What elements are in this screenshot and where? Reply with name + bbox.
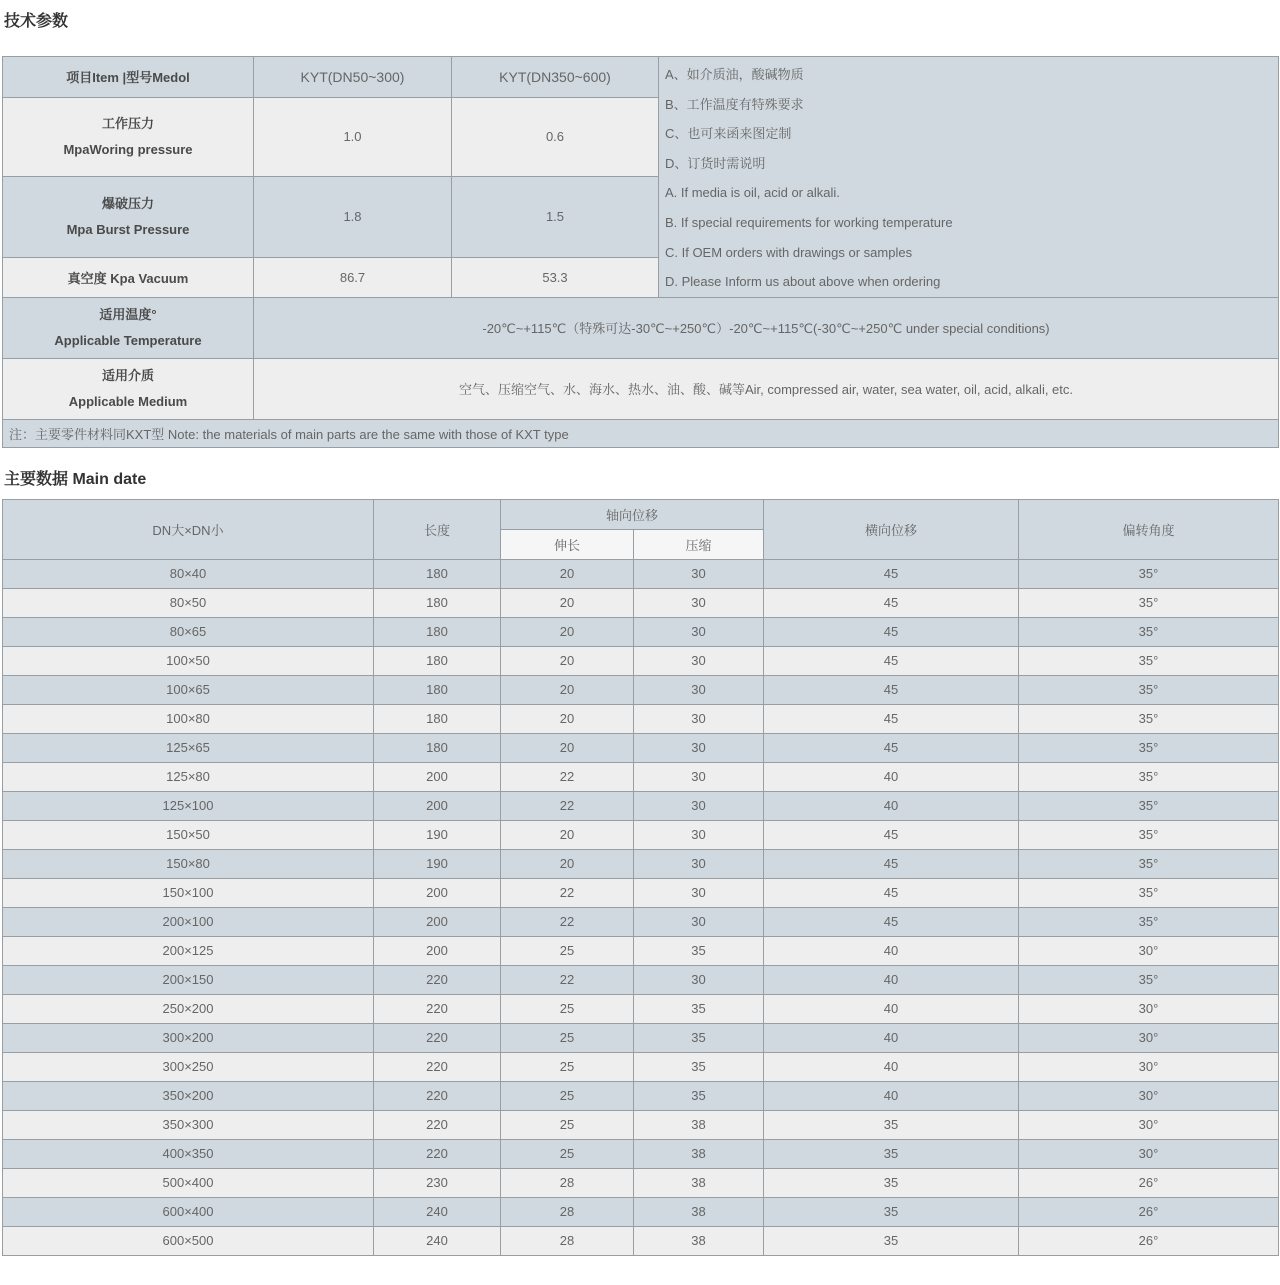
main-header-length: 长度 bbox=[374, 499, 501, 559]
main-table-row bbox=[3, 559, 1279, 588]
main-table-row bbox=[3, 1081, 1279, 1110]
main-table-cell: 20 bbox=[501, 646, 634, 675]
main-table-cell: 35° bbox=[1019, 820, 1279, 849]
main-table-cell: 35 bbox=[634, 1052, 764, 1081]
main-table-cell: 40 bbox=[764, 791, 1019, 820]
main-table-row bbox=[3, 994, 1279, 1023]
tech-params-title: 技术参数 bbox=[4, 13, 69, 30]
main-table-cell: 125×100 bbox=[3, 791, 374, 820]
main-table-cell: 150×100 bbox=[3, 878, 374, 907]
medium-label-en: Applicable Medium bbox=[68, 393, 188, 409]
main-table-cell: 30° bbox=[1019, 936, 1279, 965]
main-table-row bbox=[3, 733, 1279, 762]
main-table-row bbox=[3, 675, 1279, 704]
main-data-title: 主要数据 Main date bbox=[4, 470, 147, 488]
main-table-cell: 25 bbox=[501, 1023, 634, 1052]
main-table-cell: 25 bbox=[501, 1052, 634, 1081]
main-table-cell: 125×65 bbox=[3, 733, 374, 762]
main-table-cell: 30 bbox=[634, 675, 764, 704]
medium-label bbox=[3, 358, 254, 419]
main-table-cell: 28 bbox=[501, 1226, 634, 1255]
main-table-cell: 200 bbox=[374, 762, 501, 791]
main-table-cell: 30° bbox=[1019, 1110, 1279, 1139]
main-table-cell: 45 bbox=[764, 588, 1019, 617]
main-table-cell: 200 bbox=[374, 878, 501, 907]
main-header-row-1 bbox=[3, 499, 1279, 529]
main-table-cell: 80×40 bbox=[3, 559, 374, 588]
main-table-row bbox=[3, 1052, 1279, 1081]
main-table-cell: 30° bbox=[1019, 1023, 1279, 1052]
main-table-cell: 30 bbox=[634, 907, 764, 936]
main-table-cell: 35 bbox=[634, 936, 764, 965]
medium-row bbox=[3, 358, 1279, 419]
main-table-cell: 30° bbox=[1019, 1052, 1279, 1081]
main-table-cell: 180 bbox=[374, 675, 501, 704]
main-table-cell: 350×200 bbox=[3, 1081, 374, 1110]
burst-pressure-label bbox=[3, 176, 254, 257]
main-table-row bbox=[3, 588, 1279, 617]
main-table-cell: 220 bbox=[374, 1023, 501, 1052]
main-table-cell: 300×250 bbox=[3, 1052, 374, 1081]
main-table-cell: 45 bbox=[764, 849, 1019, 878]
main-table-cell: 26° bbox=[1019, 1197, 1279, 1226]
main-header-angle: 偏转角度 bbox=[1019, 499, 1279, 559]
tech-header-model-1: KYT(DN50~300) bbox=[254, 57, 452, 98]
main-table-cell: 20 bbox=[501, 849, 634, 878]
main-table-cell: 220 bbox=[374, 1081, 501, 1110]
main-table-cell: 30 bbox=[634, 559, 764, 588]
main-table-cell: 35° bbox=[1019, 965, 1279, 994]
main-table-cell: 40 bbox=[764, 965, 1019, 994]
main-table-cell: 20 bbox=[501, 588, 634, 617]
main-table-cell: 35° bbox=[1019, 733, 1279, 762]
main-table-cell: 20 bbox=[501, 733, 634, 762]
main-table-cell: 200×150 bbox=[3, 965, 374, 994]
main-table-cell: 180 bbox=[374, 559, 501, 588]
main-table-cell: 45 bbox=[764, 617, 1019, 646]
main-table-cell: 35° bbox=[1019, 849, 1279, 878]
working-pressure-value-1: 1.0 bbox=[254, 97, 452, 176]
main-table-cell: 45 bbox=[764, 820, 1019, 849]
tech-notes-list bbox=[665, 60, 1274, 297]
note-line: B. If special requirements for working temperature bbox=[665, 214, 953, 230]
main-header-axial: 轴向位移 bbox=[501, 499, 764, 529]
main-table-row bbox=[3, 1197, 1279, 1226]
main-table-cell: 35 bbox=[634, 1023, 764, 1052]
main-table-cell: 35 bbox=[764, 1197, 1019, 1226]
main-table-cell: 20 bbox=[501, 675, 634, 704]
main-table-row bbox=[3, 1023, 1279, 1052]
main-data-table bbox=[2, 499, 1279, 1256]
vacuum-value-1: 86.7 bbox=[254, 258, 452, 298]
main-table-cell: 200 bbox=[374, 907, 501, 936]
main-table-cell: 26° bbox=[1019, 1226, 1279, 1255]
main-table-cell: 230 bbox=[374, 1168, 501, 1197]
main-table-cell: 35 bbox=[764, 1226, 1019, 1255]
main-table-cell: 180 bbox=[374, 617, 501, 646]
note-line: D、订货时需说明 bbox=[665, 155, 766, 171]
main-table-cell: 25 bbox=[501, 1139, 634, 1168]
main-table-cell: 28 bbox=[501, 1197, 634, 1226]
main-table-cell: 220 bbox=[374, 965, 501, 994]
main-table-cell: 350×300 bbox=[3, 1110, 374, 1139]
main-header-compress: 压缩 bbox=[634, 529, 764, 559]
main-table-cell: 45 bbox=[764, 559, 1019, 588]
main-table-cell: 45 bbox=[764, 878, 1019, 907]
main-table-cell: 180 bbox=[374, 588, 501, 617]
main-table-cell: 40 bbox=[764, 994, 1019, 1023]
main-table-cell: 20 bbox=[501, 704, 634, 733]
main-table-cell: 220 bbox=[374, 994, 501, 1023]
tech-header-item: 项目Item |型号Medol bbox=[3, 57, 254, 98]
main-table-cell: 25 bbox=[501, 936, 634, 965]
working-pressure-label-en: MpaWoring pressure bbox=[63, 141, 193, 157]
main-table-cell: 22 bbox=[501, 791, 634, 820]
temperature-label-cn: 适用温度° bbox=[99, 306, 157, 322]
main-table-cell: 125×80 bbox=[3, 762, 374, 791]
main-table-row bbox=[3, 791, 1279, 820]
note-line: A. If media is oil, acid or alkali. bbox=[665, 185, 840, 201]
main-table-cell: 200×100 bbox=[3, 907, 374, 936]
main-table-cell: 35 bbox=[764, 1110, 1019, 1139]
burst-pressure-value-1: 1.8 bbox=[254, 176, 452, 257]
main-table-row bbox=[3, 1139, 1279, 1168]
main-table-cell: 35° bbox=[1019, 791, 1279, 820]
main-table-cell: 20 bbox=[501, 617, 634, 646]
main-table-cell: 100×50 bbox=[3, 646, 374, 675]
main-table-cell: 30° bbox=[1019, 994, 1279, 1023]
main-table-cell: 35° bbox=[1019, 762, 1279, 791]
main-table-cell: 38 bbox=[634, 1226, 764, 1255]
main-table-cell: 35 bbox=[764, 1168, 1019, 1197]
footnote-text: 注：主要零件材料同KXT型 Note: the materials of main parts are the same with those of KXT type bbox=[3, 419, 1279, 447]
main-table-cell: 80×50 bbox=[3, 588, 374, 617]
main-table-cell: 35° bbox=[1019, 907, 1279, 936]
main-table-row bbox=[3, 878, 1279, 907]
main-table-cell: 20 bbox=[501, 559, 634, 588]
main-table-cell: 180 bbox=[374, 733, 501, 762]
main-table-row bbox=[3, 1110, 1279, 1139]
main-table-cell: 22 bbox=[501, 762, 634, 791]
main-table-cell: 25 bbox=[501, 1081, 634, 1110]
note-line: C. If OEM orders with drawings or samples bbox=[665, 244, 913, 260]
main-header-lateral: 横向位移 bbox=[764, 499, 1019, 559]
burst-pressure-value-2: 1.5 bbox=[452, 176, 659, 257]
main-table-cell: 180 bbox=[374, 704, 501, 733]
main-table-cell: 45 bbox=[764, 907, 1019, 936]
main-table-cell: 45 bbox=[764, 704, 1019, 733]
vacuum-value-2: 53.3 bbox=[452, 258, 659, 298]
temperature-label-en: Applicable Temperature bbox=[54, 332, 202, 348]
main-table-cell: 200 bbox=[374, 791, 501, 820]
main-table-cell: 300×200 bbox=[3, 1023, 374, 1052]
main-table-cell: 30 bbox=[634, 646, 764, 675]
main-table-cell: 30 bbox=[634, 965, 764, 994]
working-pressure-value-2: 0.6 bbox=[452, 97, 659, 176]
main-table-cell: 220 bbox=[374, 1110, 501, 1139]
main-header-dn: DN大×DN小 bbox=[3, 499, 374, 559]
main-table-cell: 35° bbox=[1019, 878, 1279, 907]
main-table-cell: 600×500 bbox=[3, 1226, 374, 1255]
main-table-row bbox=[3, 907, 1279, 936]
main-table-cell: 100×80 bbox=[3, 704, 374, 733]
main-table-cell: 220 bbox=[374, 1052, 501, 1081]
main-table-cell: 500×400 bbox=[3, 1168, 374, 1197]
main-table-body bbox=[3, 559, 1279, 1255]
main-table-cell: 26° bbox=[1019, 1168, 1279, 1197]
main-table-cell: 30 bbox=[634, 878, 764, 907]
main-table-cell: 190 bbox=[374, 820, 501, 849]
burst-pressure-label-cn: 爆破压力 bbox=[101, 195, 154, 211]
main-table-cell: 45 bbox=[764, 675, 1019, 704]
main-table-cell: 190 bbox=[374, 849, 501, 878]
main-table-row bbox=[3, 965, 1279, 994]
main-table-row bbox=[3, 1168, 1279, 1197]
main-table-cell: 150×80 bbox=[3, 849, 374, 878]
main-table-cell: 45 bbox=[764, 733, 1019, 762]
main-table-cell: 30° bbox=[1019, 1139, 1279, 1168]
tech-notes-cell bbox=[659, 57, 1279, 298]
main-table-cell: 35° bbox=[1019, 675, 1279, 704]
main-table-cell: 38 bbox=[634, 1168, 764, 1197]
main-table-cell: 240 bbox=[374, 1197, 501, 1226]
main-table-cell: 100×65 bbox=[3, 675, 374, 704]
temperature-row bbox=[3, 297, 1279, 358]
footnote-row bbox=[3, 419, 1279, 447]
main-table-row bbox=[3, 617, 1279, 646]
note-line: A、如介质油，酸碱物质 bbox=[665, 67, 804, 82]
main-table-cell: 35° bbox=[1019, 588, 1279, 617]
main-table-row bbox=[3, 704, 1279, 733]
main-table-cell: 30 bbox=[634, 791, 764, 820]
main-table-cell: 38 bbox=[634, 1197, 764, 1226]
main-table-cell: 25 bbox=[501, 1110, 634, 1139]
main-table-cell: 30 bbox=[634, 617, 764, 646]
note-line: C、也可来函来图定制 bbox=[665, 126, 792, 142]
main-table-cell: 22 bbox=[501, 878, 634, 907]
main-table-cell: 30 bbox=[634, 820, 764, 849]
main-table-cell: 180 bbox=[374, 646, 501, 675]
main-table-cell: 240 bbox=[374, 1226, 501, 1255]
main-header-extend: 伸长 bbox=[501, 529, 634, 559]
main-table-cell: 45 bbox=[764, 646, 1019, 675]
main-table-cell: 600×400 bbox=[3, 1197, 374, 1226]
main-table-cell: 40 bbox=[764, 1023, 1019, 1052]
tech-header-model-2: KYT(DN350~600) bbox=[452, 57, 659, 98]
main-table-cell: 22 bbox=[501, 907, 634, 936]
main-table-cell: 30 bbox=[634, 733, 764, 762]
main-table-row bbox=[3, 849, 1279, 878]
main-table-cell: 20 bbox=[501, 820, 634, 849]
main-table-cell: 22 bbox=[501, 965, 634, 994]
note-line: D. Please Inform us about above when ordering bbox=[665, 274, 941, 290]
temperature-label bbox=[3, 297, 254, 358]
vacuum-label: 真空度 Kpa Vacuum bbox=[3, 258, 254, 298]
medium-value: 空气、压缩空气、水、海水、热水、油、酸、碱等Air, compressed air, water, sea water, oil, acid, alkali, etc. bbox=[254, 358, 1279, 419]
main-table-cell: 28 bbox=[501, 1168, 634, 1197]
main-table-row bbox=[3, 1226, 1279, 1255]
main-table-cell: 25 bbox=[501, 994, 634, 1023]
main-table-cell: 80×65 bbox=[3, 617, 374, 646]
main-table-cell: 40 bbox=[764, 762, 1019, 791]
working-pressure-label bbox=[3, 97, 254, 176]
main-table-row bbox=[3, 820, 1279, 849]
main-table-cell: 35° bbox=[1019, 646, 1279, 675]
main-table-cell: 35 bbox=[634, 1081, 764, 1110]
main-table-cell: 30 bbox=[634, 762, 764, 791]
main-table-cell: 35 bbox=[764, 1139, 1019, 1168]
main-table-cell: 150×50 bbox=[3, 820, 374, 849]
tech-params-table bbox=[2, 56, 1279, 448]
main-table-cell: 200×125 bbox=[3, 936, 374, 965]
medium-label-cn: 适用介质 bbox=[101, 367, 154, 383]
main-table-cell: 400×350 bbox=[3, 1139, 374, 1168]
working-pressure-label-cn: 工作压力 bbox=[101, 115, 154, 131]
main-table-row bbox=[3, 936, 1279, 965]
main-table-cell: 35° bbox=[1019, 559, 1279, 588]
burst-pressure-label-en: Mpa Burst Pressure bbox=[66, 221, 190, 237]
main-table-cell: 30° bbox=[1019, 1081, 1279, 1110]
main-table-cell: 30 bbox=[634, 704, 764, 733]
main-table-cell: 35 bbox=[634, 994, 764, 1023]
main-table-row bbox=[3, 762, 1279, 791]
main-table-cell: 250×200 bbox=[3, 994, 374, 1023]
main-table-cell: 35° bbox=[1019, 617, 1279, 646]
main-table-cell: 220 bbox=[374, 1139, 501, 1168]
tech-header-row bbox=[3, 57, 1279, 98]
main-table-cell: 200 bbox=[374, 936, 501, 965]
main-table-cell: 40 bbox=[764, 1052, 1019, 1081]
main-table-cell: 30 bbox=[634, 849, 764, 878]
main-table-cell: 40 bbox=[764, 936, 1019, 965]
main-table-cell: 35° bbox=[1019, 704, 1279, 733]
main-table-cell: 38 bbox=[634, 1110, 764, 1139]
main-table-cell: 40 bbox=[764, 1081, 1019, 1110]
main-table-cell: 30 bbox=[634, 588, 764, 617]
temperature-value: -20℃~+115℃（特殊可达-30℃~+250℃）-20℃~+115℃(-30℃~+250℃ under special conditions) bbox=[254, 297, 1279, 358]
note-line: B、工作温度有特殊要求 bbox=[665, 96, 804, 112]
main-table-row bbox=[3, 646, 1279, 675]
main-table-cell: 38 bbox=[634, 1139, 764, 1168]
